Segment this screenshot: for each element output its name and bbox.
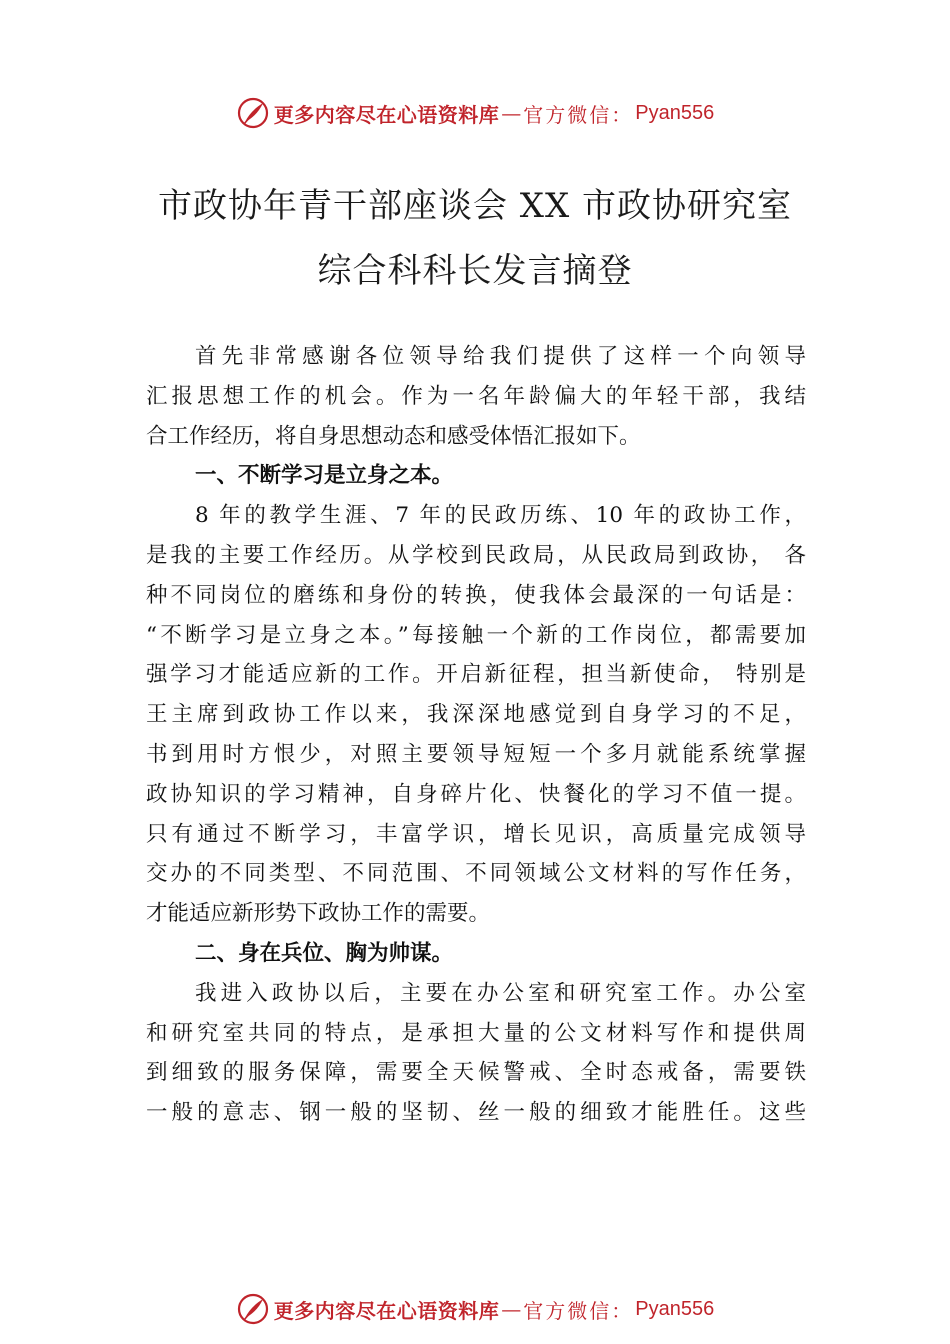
quill-logo-icon	[236, 1292, 270, 1326]
document-title-line-2: 综合科科长发言摘登	[317, 251, 633, 291]
banner-wechat-label: 官方微信：	[523, 1298, 634, 1323]
paragraph-line: 一般的意志、钢一般的坚韧、丝一般的细致才能胜任。这些	[146, 1100, 806, 1126]
paragraph-line: 政协知识的学习精神，自身碎片化、快餐化的学习不值一提。	[146, 781, 806, 807]
quill-logo-icon	[236, 96, 270, 130]
banner-slogan: 更多内容尽在心语资料库	[273, 1298, 500, 1323]
paragraph-line: 8 年的教学生涯、7 年的民政历练、10 年的政协工作，	[195, 503, 806, 529]
paragraph-line: 只有通过不断学习，丰富学识，增长见识，高质量完成领导	[146, 821, 806, 847]
paragraph-line: 和研究室共同的特点，是承担大量的公文材料写作和提供周	[146, 1020, 806, 1046]
section-heading-1: 一、不断学习是立身之本。	[195, 463, 454, 489]
paragraph-line: 种不同岗位的磨练和身份的转换，使我体会最深的一句话是：	[146, 582, 806, 608]
paragraph-line: 书到用时方恨少，对照主要领导短短一个多月就能系统掌握	[146, 741, 806, 767]
banner-slogan: 更多内容尽在心语资料库	[273, 102, 500, 127]
paragraph-line: 强学习才能适应新的工作。开启新征程，担当新使命， 特别是	[146, 662, 806, 688]
section-heading-2: 二、身在兵位、胸为帅谋。	[195, 940, 454, 966]
paragraph-line: 首先非常感谢各位领导给我们提供了这样一个向领导	[195, 344, 806, 369]
paragraph-line: 到细致的服务保障，需要全天候警戒、全时态戒备，需要铁	[146, 1060, 806, 1086]
paragraph-line: 我进入政协以后，主要在办公室和研究室工作。办公室	[195, 980, 806, 1006]
footer-banner	[0, 1289, 950, 1329]
banner-wechat-label: 官方微信：	[523, 102, 634, 127]
document-body	[146, 337, 806, 1133]
paragraph-line: 才能适应新形势下政协工作的需要。	[146, 901, 491, 927]
paragraph-line: 汇报思想工作的机会。作为一名年龄偏大的年轻干部，我结	[146, 383, 806, 409]
banner-wechat-id: Pyan556	[635, 101, 715, 124]
paragraph-line: 王主席到政协工作以来，我深深地感觉到自身学习的不足，	[146, 702, 806, 728]
banner-dash: —	[501, 1297, 522, 1321]
paragraph-line: 是我的主要工作经历。从学校到民政局，从民政局到政协， 各	[146, 542, 806, 568]
banner-wechat-id: Pyan556	[635, 1297, 715, 1320]
paragraph-line: “不断学习是立身之本。”每接触一个新的工作岗位，都需要加	[146, 622, 806, 648]
paragraph-line: 交办的不同类型、不同范围、不同领域公文材料的写作任务，	[146, 861, 806, 887]
document-title-line-1: 市政协年青干部座谈会 XX 市政协研究室	[157, 186, 793, 226]
header-banner	[0, 93, 950, 133]
banner-dash: —	[501, 101, 522, 125]
paragraph-line: 合工作经历，将自身思想动态和感受体悟汇报如下。	[146, 423, 641, 449]
